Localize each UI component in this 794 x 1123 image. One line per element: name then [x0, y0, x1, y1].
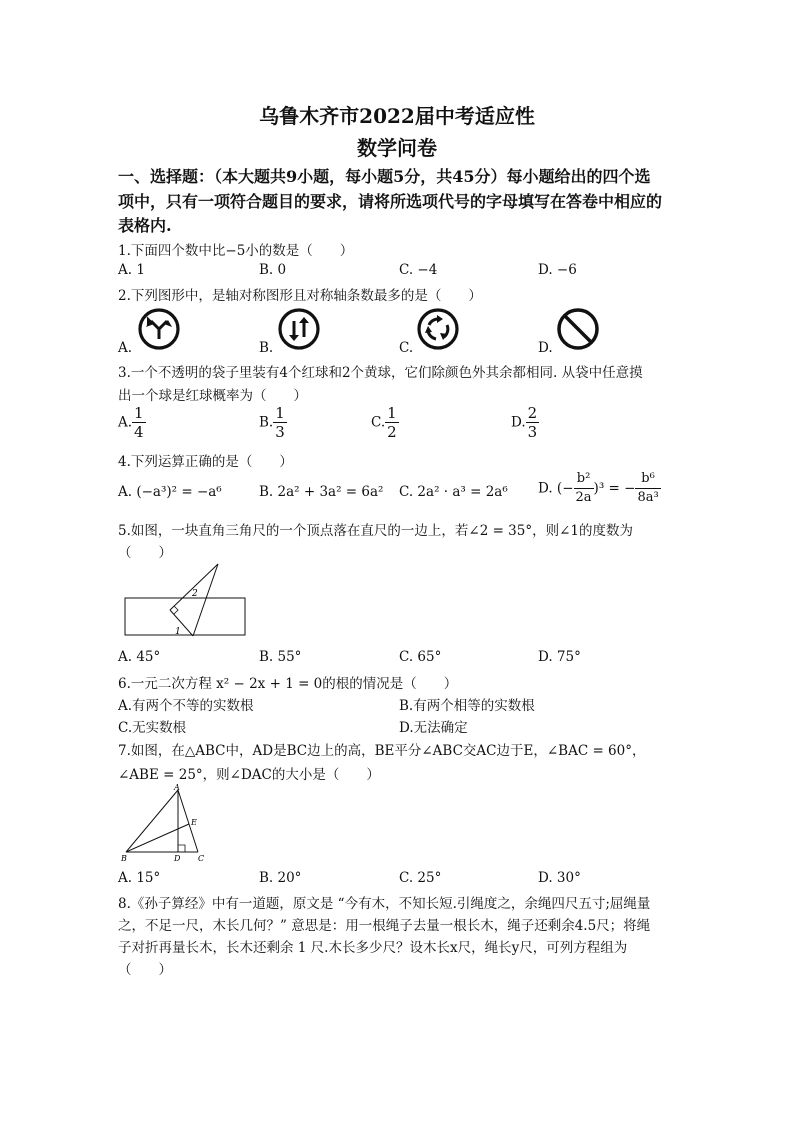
- question-1-option-a: A. 1: [118, 262, 145, 278]
- question-1-option-b: B. 0: [259, 262, 287, 278]
- question-5-option-a: A. 45°: [118, 649, 161, 665]
- prohibition-sign-icon: [556, 307, 600, 351]
- question-7-option-d: D. 30°: [538, 870, 581, 886]
- question-6-option-d: D.无法确定: [399, 720, 468, 736]
- triangle-abc-figure: [118, 782, 218, 864]
- question-4-option-a: A. (−a³)² = −a⁶: [118, 484, 222, 500]
- question-2-option-c: C.: [399, 340, 414, 356]
- question-3-option-b: B. $\frac{1}{3}$: [259, 404, 285, 441]
- question-6-option-a: A.有两个不等的实数根: [118, 698, 254, 714]
- question-7-stem-line1: 7.如图，在△ABC中，AD是BC边上的高，BE平分∠ABC交AC边于E，∠BAC = 60°，: [118, 743, 646, 759]
- point-d-label: D: [174, 854, 181, 863]
- question-3-option-a: A. $\frac{1}{4}$: [118, 404, 144, 441]
- question-2-stem: 2.下列图形中，是轴对称图形且对称轴条数最多的是（ ）: [118, 288, 482, 304]
- question-2-option-b: B.: [259, 340, 274, 356]
- question-7-stem-line2: ∠ABE = 25°，则∠DAC的大小是（ ）: [118, 767, 380, 783]
- diverging-arrows-circle-icon: [137, 307, 181, 351]
- question-5-option-d: D. 75°: [538, 649, 581, 665]
- question-3-stem-line2: 出一个球是红球概率为（ ）: [118, 388, 307, 404]
- question-5-option-c: C. 65°: [399, 649, 442, 665]
- up-down-arrows-circle-icon: [277, 307, 321, 351]
- question-8-stem-line1: 8.《孙子算经》中有一道题，原文是 “今有木，不知长短.引绳度之，余绳四尺五寸;屈绳量: [118, 896, 651, 912]
- point-e-label: E: [191, 818, 197, 827]
- angle-1-label: 1: [175, 627, 181, 637]
- roundabout-arrows-icon: [416, 307, 460, 351]
- question-2-option-a: A.: [118, 340, 133, 356]
- section-instructions-line3: 表格内.: [118, 216, 172, 235]
- vertex-a-label: A: [174, 783, 180, 792]
- question-5-stem-line2: （ ）: [118, 545, 172, 561]
- question-8-stem-line3: 子对折再量长木，长木还剩余 1 尺.木长多少尺？设木长x尺，绳长y尺，可列方程组为: [118, 940, 628, 956]
- vertex-b-label: B: [121, 854, 127, 863]
- ruler-triangle-figure: [120, 562, 250, 642]
- exam-title: 乌鲁木齐市2022届中考适应性: [259, 104, 535, 128]
- question-6-stem: 6.一元二次方程 x² − 2x + 1 = 0的根的情况是（ ）: [118, 676, 458, 692]
- question-3-stem-line1: 3.一个不透明的袋子里装有4个红球和2个黄球，它们除颜色外其余都相同. 从袋中任意摸: [118, 365, 643, 381]
- vertex-c-label: C: [198, 854, 205, 863]
- question-2-option-d: D.: [538, 340, 553, 356]
- question-3-option-d: D. $\frac{2}{3}$: [511, 404, 538, 441]
- question-4-option-b: B. 2a² + 3a² = 6a²: [259, 484, 384, 500]
- question-1-option-d: D. −6: [538, 262, 577, 278]
- question-5-option-b: B. 55°: [259, 649, 302, 665]
- question-6-option-c: C.无实数根: [118, 720, 187, 736]
- exam-subtitle: 数学问卷: [357, 136, 437, 160]
- question-4-stem: 4.下列运算正确的是（ ）: [118, 454, 293, 470]
- section-instructions-line2: 项中，只有一项符合题目的要求，请将所选项代号的字母填写在答卷中相应的: [118, 192, 663, 211]
- section-instructions-line1: 一、选择题：（本大题共9小题，每小题5分，共45分）每小题给出的四个选: [118, 167, 651, 186]
- angle-2-label: 2: [192, 589, 198, 599]
- question-8-stem-line4: （ ）: [118, 962, 172, 978]
- question-8-stem-line2: 之，不足一尺，木长几何？” 意思是：用一根绳子去量一根长木，绳子还剩余4.5尺；将绳: [118, 918, 651, 934]
- question-3-option-c: C. $\frac{1}{2}$: [371, 404, 397, 441]
- question-5-stem-line1: 5.如图，一块直角三角尺的一个顶点落在直尺的一边上，若∠2 = 35°，则∠1的度数为: [118, 523, 634, 539]
- question-4-option-d: D. (− $\frac{\text{b²}}{2a}$ )³ = − $\frac{\text{b⁶}}{\text{8a³}}$: [538, 471, 659, 505]
- question-1-stem: 1.下面四个数中比−5小的数是（ ）: [118, 243, 354, 259]
- question-4-option-c: C. 2a² · a³ = 2a⁶: [399, 484, 508, 500]
- question-7-option-a: A. 15°: [118, 870, 161, 886]
- question-7-option-c: C. 25°: [399, 870, 442, 886]
- question-1-option-c: C. −4: [399, 262, 438, 278]
- question-7-option-b: B. 20°: [259, 870, 302, 886]
- question-6-option-b: B.有两个相等的实数根: [399, 698, 535, 714]
